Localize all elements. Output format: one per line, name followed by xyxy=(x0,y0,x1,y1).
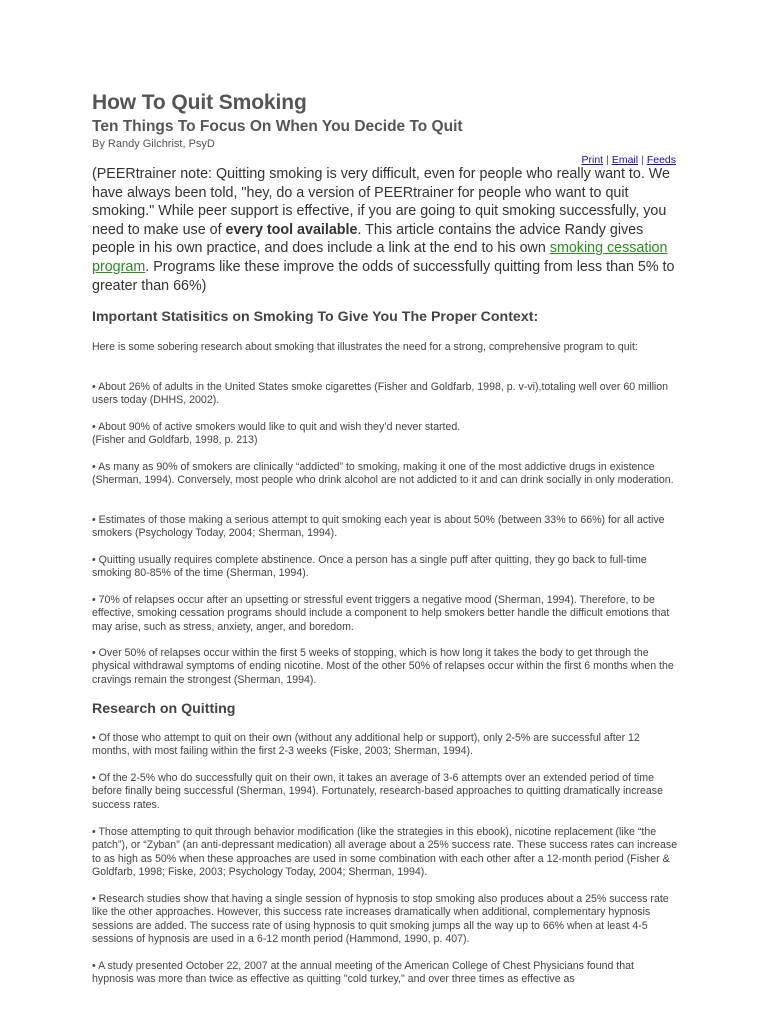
toolbar-separator: | xyxy=(641,154,644,166)
paragraph: Here is some sobering research about smoking that illustrates the need for a strong, comprehensive program to quit: xyxy=(92,341,638,353)
intro-text: (PEERtrainer note: Quitting smoking is very difficult, even for people who really want to. We have always been told, "hey, do a version of PEERtrainer for people who want to quit smoking." While peer support is effective, if you are going to quit smoking successfully, you need to make use of xyxy=(92,166,670,238)
paragraph: • Of the 2-5% who do successfully quit on their own, it takes an average of 3-6 attempts over an extended period of time before finally being successful (Sherman, 1994). Fortunately, research-based approaches to quitting dramatically increase success rates. xyxy=(92,772,663,811)
paragraph: • As many as 90% of smokers are clinically “addicted” to smoking, making it one of the most addictive drugs in existence (Sherman, 1994). Conversely, most people who drink alcohol are not addicted to it and can drink socially in only moderation. xyxy=(92,461,674,487)
intro-note xyxy=(92,165,682,295)
intro-text: . This article contains the advice Randy gives people in his own practice, and does include a link at the end to his own xyxy=(92,221,644,257)
paragraph: • Research studies show that having a single session of hypnosis to stop smoking also produces about a 25% success rate like the other approaches. However, this success rate increases dramatically when additional, complementary hypnosis sessions are added. The success rate of using hypnosis to quit smoking jumps all the way up to 66% when at least 4-5 sessions of hypnosis are used in a 6-12 month period (Hammond, 1990, p. 407). xyxy=(92,893,669,945)
intro-text: . Programs like these improve the odds of successfully quitting from less than 5% to greater than 66%) xyxy=(92,258,675,294)
paragraph: (Fisher and Goldfarb, 1998, p. 213) xyxy=(92,434,258,446)
paragraph: • About 90% of active smokers would like to quit and wish they’d never started. xyxy=(92,421,461,433)
paragraph: • Those attempting to quit through behavior modification (like the strategies in this ebook), nicotine replacement (like “the patch”), or “Zyban” (an anti-depressant medication) all average about a 25% success rate. These success rates can increase to as high as 50% when these approaches are used in some combination with each other after a 12-month period (Fisher & Goldfarb, 1998; Fiske, 2003; Psychology Today, 2004; Sherman, 1994). xyxy=(92,826,678,878)
print-link[interactable]: Print xyxy=(581,154,604,166)
paragraph: • 70% of relapses occur after an upsetting or stressful event triggers a negative mood (Sherman, 1994). Therefore, to be effective, smoking cessation programs should include a component to help smokers better handle the difficult emotions that may arise, such as stress, anxiety, anger, and boredom. xyxy=(92,594,670,633)
paragraph: • A study presented October 22, 2007 at the annual meeting of the American College of Chest Physicians found that hypnosis was more than twice as effective as quitting "cold turkey," and over three times as effective as xyxy=(92,960,634,986)
section-heading-statistics: Important Statisitics on Smoking To Give You The Proper Context: xyxy=(92,309,539,325)
email-link[interactable]: Email xyxy=(611,154,639,166)
article-byline: By Randy Gilchrist, PsyD xyxy=(92,138,215,150)
article-subtitle: Ten Things To Focus On When You Decide To Quit xyxy=(92,118,463,135)
intro-emphasis: every tool available xyxy=(225,221,358,238)
paragraph: • Over 50% of relapses occur within the first 5 weeks of stopping, which is how long it takes the body to get through the physical withdrawal symptoms of ending nicotine. Most of the other 50% of relapses occur within the first 6 months when the cravings remain the strongest (Sherman, 1994). xyxy=(92,647,674,686)
feeds-link[interactable]: Feeds xyxy=(646,154,676,166)
smoking-cessation-program-link[interactable]: smoking cessation program xyxy=(92,240,668,275)
paragraph: • Of those who attempt to quit on their own (without any additional help or support), only 2-5% are successful after 12 months, with most failing within the first 2-3 weeks (Fiske, 2003; Sherman, 1994). xyxy=(92,732,640,758)
section-heading-research: Research on Quitting xyxy=(92,701,236,717)
article-title: How To Quit Smoking xyxy=(92,91,307,114)
paragraph: • Estimates of those making a serious attempt to quit smoking each year is about 50% (between 33% to 66%) for all active smokers (Psychology Today, 2004; Sherman, 1994). xyxy=(92,514,665,540)
toolbar-separator: | xyxy=(606,154,609,166)
paragraph: • Quitting usually requires complete abstinence. Once a person has a single puff after quitting, they go back to full-time smoking 80-85% of the time (Sherman, 1994). xyxy=(92,554,647,580)
paragraph: • About 26% of adults in the United States smoke cigarettes (Fisher and Goldfarb, 1998, p. v-vi),totaling well over 60 million users today (DHHS, 2002). xyxy=(92,381,669,407)
